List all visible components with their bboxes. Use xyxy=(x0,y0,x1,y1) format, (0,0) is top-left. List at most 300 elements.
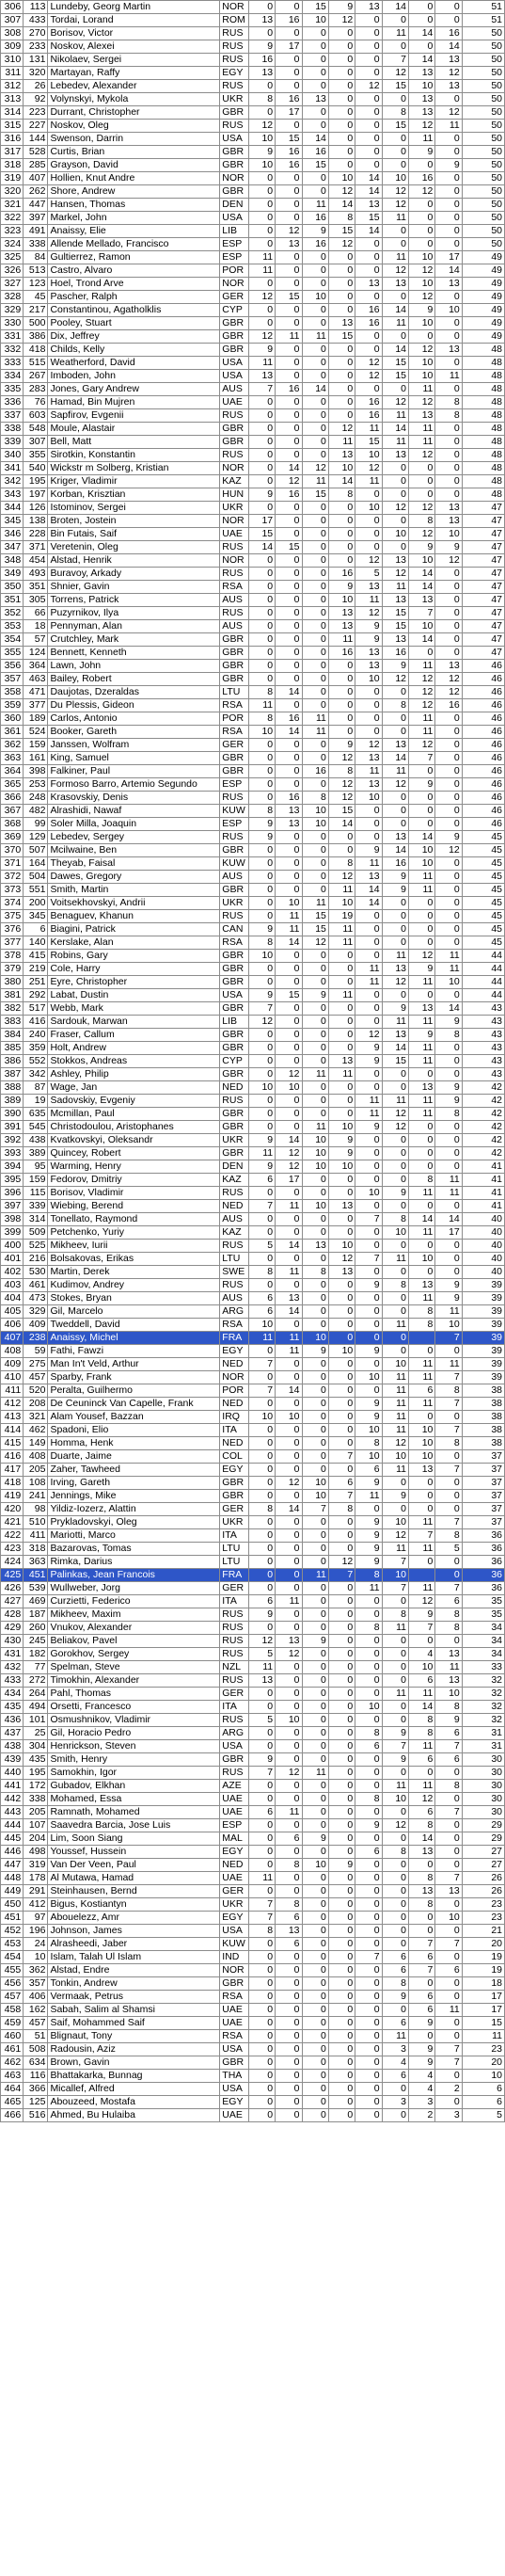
name-cell: Rimka, Darius xyxy=(48,1556,220,1569)
table-row[interactable] xyxy=(1,2030,505,2043)
table-row[interactable] xyxy=(1,383,505,396)
table-row[interactable] xyxy=(1,1424,505,1437)
round6-cell: 0 xyxy=(382,383,408,396)
table-row[interactable] xyxy=(1,1938,505,1951)
round1-cell: 0 xyxy=(248,673,275,686)
country-cell: KUW xyxy=(220,857,248,871)
id-cell: 195 xyxy=(24,1767,48,1780)
table-row[interactable] xyxy=(1,647,505,660)
table-row[interactable] xyxy=(1,304,505,317)
country-cell: RUS xyxy=(220,1674,248,1688)
table-row[interactable] xyxy=(1,1635,505,1648)
table-row[interactable] xyxy=(1,1029,505,1042)
table-row[interactable] xyxy=(1,989,505,1002)
table-row[interactable] xyxy=(1,1226,505,1240)
total-cell: 43 xyxy=(462,1055,504,1068)
round7-cell: 8 xyxy=(409,1319,435,1332)
round6-cell: 0 xyxy=(382,133,408,146)
table-row[interactable] xyxy=(1,1240,505,1253)
table-row[interactable] xyxy=(1,765,505,778)
round4-cell: 0 xyxy=(328,1226,355,1240)
rank-cell: 379 xyxy=(1,963,24,976)
table-row[interactable] xyxy=(1,1543,505,1556)
table-row[interactable] xyxy=(1,1912,505,1925)
table-row[interactable] xyxy=(1,1292,505,1305)
table-row[interactable] xyxy=(1,923,505,936)
round7-cell: 13 xyxy=(409,93,435,106)
table-row[interactable] xyxy=(1,1068,505,1081)
round2-cell: 0 xyxy=(276,278,302,291)
table-row[interactable] xyxy=(1,475,505,488)
table-row[interactable] xyxy=(1,1806,505,1819)
total-cell: 42 xyxy=(462,1121,504,1134)
table-row[interactable] xyxy=(1,581,505,594)
table-row[interactable] xyxy=(1,1595,505,1608)
round2-cell: 0 xyxy=(276,1674,302,1688)
table-row[interactable] xyxy=(1,370,505,383)
round8-cell: 12 xyxy=(435,686,462,699)
country-cell: RUS xyxy=(220,409,248,423)
round5-cell: 0 xyxy=(355,1226,382,1240)
round2-cell: 0 xyxy=(276,2030,302,2043)
table-row[interactable] xyxy=(1,1332,505,1345)
table-row[interactable] xyxy=(1,1147,505,1160)
id-cell: 482 xyxy=(24,805,48,818)
id-cell: 84 xyxy=(24,251,48,264)
table-row[interactable] xyxy=(1,1701,505,1714)
round8-cell: 0 xyxy=(435,910,462,923)
total-cell: 20 xyxy=(462,1938,504,1951)
round8-cell: 0 xyxy=(435,1819,462,1832)
table-row[interactable] xyxy=(1,1556,505,1569)
table-row[interactable] xyxy=(1,1266,505,1279)
table-row[interactable] xyxy=(1,357,505,370)
round8-cell: 10 xyxy=(435,528,462,541)
table-row[interactable] xyxy=(1,554,505,568)
table-row[interactable] xyxy=(1,1859,505,1872)
table-row[interactable] xyxy=(1,2096,505,2109)
round8-cell: 16 xyxy=(435,27,462,40)
round2-cell: 0 xyxy=(276,1529,302,1543)
table-row[interactable] xyxy=(1,1714,505,1727)
table-row[interactable] xyxy=(1,1279,505,1292)
round3-cell: 0 xyxy=(302,541,328,554)
round7-cell: 0 xyxy=(409,199,435,212)
table-row[interactable] xyxy=(1,225,505,238)
round7-cell: 0 xyxy=(409,765,435,778)
table-row[interactable] xyxy=(1,396,505,409)
table-row[interactable] xyxy=(1,792,505,805)
table-row[interactable] xyxy=(1,699,505,712)
table-row[interactable] xyxy=(1,1819,505,1832)
id-cell: 406 xyxy=(24,1991,48,2004)
total-cell: 23 xyxy=(462,1912,504,1925)
table-row[interactable] xyxy=(1,1002,505,1016)
round5-cell: 0 xyxy=(355,1305,382,1319)
rank-cell: 336 xyxy=(1,396,24,409)
table-row[interactable] xyxy=(1,1358,505,1371)
table-row[interactable] xyxy=(1,1885,505,1898)
table-row[interactable] xyxy=(1,884,505,897)
table-row[interactable] xyxy=(1,963,505,976)
round2-cell: 16 xyxy=(276,488,302,502)
table-row[interactable] xyxy=(1,871,505,884)
round3-cell: 0 xyxy=(302,554,328,568)
round2-cell: 13 xyxy=(276,1925,302,1938)
table-row[interactable] xyxy=(1,1016,505,1029)
table-row[interactable] xyxy=(1,1898,505,1912)
table-row[interactable] xyxy=(1,238,505,251)
table-row[interactable] xyxy=(1,291,505,304)
table-row[interactable] xyxy=(1,1305,505,1319)
id-cell: 98 xyxy=(24,1503,48,1516)
table-row[interactable] xyxy=(1,409,505,423)
round2-cell: 0 xyxy=(276,2083,302,2096)
table-row[interactable] xyxy=(1,1081,505,1095)
id-cell: 292 xyxy=(24,989,48,1002)
table-row[interactable] xyxy=(1,778,505,792)
country-cell: GBR xyxy=(220,159,248,172)
round3-cell: 11 xyxy=(302,330,328,344)
table-row[interactable] xyxy=(1,1991,505,2004)
table-row[interactable] xyxy=(1,844,505,857)
table-row[interactable] xyxy=(1,1160,505,1174)
round1-cell: 0 xyxy=(248,1042,275,1055)
table-row[interactable] xyxy=(1,251,505,264)
table-row[interactable] xyxy=(1,1622,505,1635)
table-row[interactable] xyxy=(1,1516,505,1529)
table-row[interactable] xyxy=(1,1055,505,1068)
round7-cell: 13 xyxy=(409,1002,435,1016)
round6-cell: 7 xyxy=(382,54,408,67)
name-cell: Benaguev, Khanun xyxy=(48,910,220,923)
table-row[interactable] xyxy=(1,1648,505,1661)
name-cell: Beliakov, Pavel xyxy=(48,1635,220,1648)
table-row[interactable] xyxy=(1,633,505,647)
table-row[interactable] xyxy=(1,620,505,633)
table-row[interactable] xyxy=(1,857,505,871)
table-row[interactable] xyxy=(1,1582,505,1595)
table-row[interactable] xyxy=(1,1095,505,1108)
table-row[interactable] xyxy=(1,1569,505,1582)
round3-cell: 16 xyxy=(302,765,328,778)
table-row[interactable] xyxy=(1,607,505,620)
table-row[interactable] xyxy=(1,910,505,923)
table-row[interactable] xyxy=(1,199,505,212)
table-row[interactable] xyxy=(1,568,505,581)
table-row[interactable] xyxy=(1,264,505,278)
name-cell: Yildiz-Iozerz, Alattin xyxy=(48,1503,220,1516)
rank-cell: 390 xyxy=(1,1108,24,1121)
table-row[interactable] xyxy=(1,2109,505,2122)
round2-cell: 0 xyxy=(276,1977,302,1991)
table-row[interactable] xyxy=(1,1872,505,1885)
rank-cell: 422 xyxy=(1,1529,24,1543)
table-row[interactable] xyxy=(1,1780,505,1793)
round1-cell: 0 xyxy=(248,1582,275,1595)
table-row[interactable] xyxy=(1,330,505,344)
table-row[interactable] xyxy=(1,67,505,80)
round6-cell: 12 xyxy=(382,396,408,409)
round8-cell: 0 xyxy=(435,330,462,344)
table-row[interactable] xyxy=(1,2056,505,2070)
table-row[interactable] xyxy=(1,172,505,185)
round2-cell: 0 xyxy=(276,633,302,647)
table-row[interactable] xyxy=(1,317,505,330)
table-row[interactable] xyxy=(1,950,505,963)
round7-cell: 0 xyxy=(409,14,435,27)
table-row[interactable] xyxy=(1,1187,505,1200)
id-cell: 319 xyxy=(24,1859,48,1872)
table-row[interactable] xyxy=(1,726,505,739)
table-row[interactable] xyxy=(1,818,505,831)
table-row[interactable] xyxy=(1,146,505,159)
table-row[interactable] xyxy=(1,1450,505,1464)
table-row[interactable] xyxy=(1,686,505,699)
table-row[interactable] xyxy=(1,1832,505,1846)
table-row[interactable] xyxy=(1,54,505,67)
round8-cell: 13 xyxy=(435,1885,462,1898)
table-row[interactable] xyxy=(1,1398,505,1411)
table-row[interactable] xyxy=(1,185,505,199)
table-row[interactable] xyxy=(1,528,505,541)
table-row[interactable] xyxy=(1,423,505,436)
country-cell: RSA xyxy=(220,726,248,739)
id-cell: 304 xyxy=(24,1740,48,1753)
table-row[interactable] xyxy=(1,1661,505,1674)
round5-cell: 11 xyxy=(355,976,382,989)
table-row[interactable] xyxy=(1,752,505,765)
round7-cell: 12 xyxy=(409,673,435,686)
id-cell: 217 xyxy=(24,304,48,317)
table-row[interactable] xyxy=(1,976,505,989)
rank-cell: 396 xyxy=(1,1187,24,1200)
round1-cell: 5 xyxy=(248,1714,275,1727)
round1-cell: 0 xyxy=(248,409,275,423)
name-cell: Moule, Alastair xyxy=(48,423,220,436)
table-row[interactable] xyxy=(1,1793,505,1806)
table-row[interactable] xyxy=(1,449,505,462)
round1-cell: 0 xyxy=(248,106,275,120)
table-row[interactable] xyxy=(1,1503,505,1516)
country-cell: GBR xyxy=(220,185,248,199)
table-row[interactable] xyxy=(1,27,505,40)
round5-cell: 0 xyxy=(355,1635,382,1648)
rank-cell: 448 xyxy=(1,1872,24,1885)
round6-cell: 0 xyxy=(382,1925,408,1938)
round8-cell: 8 xyxy=(435,1529,462,1543)
table-row[interactable] xyxy=(1,1134,505,1147)
rank-cell: 347 xyxy=(1,541,24,554)
round3-cell: 0 xyxy=(302,1608,328,1622)
table-row[interactable] xyxy=(1,278,505,291)
table-row[interactable] xyxy=(1,831,505,844)
table-row[interactable] xyxy=(1,1253,505,1266)
table-row[interactable] xyxy=(1,212,505,225)
table-row[interactable] xyxy=(1,1846,505,1859)
table-row[interactable] xyxy=(1,712,505,726)
rank-cell: 418 xyxy=(1,1477,24,1490)
country-cell: KAZ xyxy=(220,1174,248,1187)
table-row[interactable] xyxy=(1,1371,505,1384)
round8-cell: 14 xyxy=(435,264,462,278)
table-row[interactable] xyxy=(1,80,505,93)
table-row[interactable] xyxy=(1,462,505,475)
table-row[interactable] xyxy=(1,739,505,752)
table-row[interactable] xyxy=(1,1740,505,1753)
rank-cell: 397 xyxy=(1,1200,24,1213)
table-row[interactable] xyxy=(1,1464,505,1477)
table-row[interactable] xyxy=(1,1608,505,1622)
total-cell: 21 xyxy=(462,1925,504,1938)
table-row[interactable] xyxy=(1,1688,505,1701)
round7-cell: 0 xyxy=(409,818,435,831)
table-row[interactable] xyxy=(1,541,505,554)
round2-cell: 0 xyxy=(276,1213,302,1226)
table-row[interactable] xyxy=(1,1925,505,1938)
id-cell: 339 xyxy=(24,1200,48,1213)
total-cell: 50 xyxy=(462,40,504,54)
table-row[interactable] xyxy=(1,897,505,910)
table-row[interactable] xyxy=(1,1200,505,1213)
table-row[interactable] xyxy=(1,2083,505,2096)
table-row[interactable] xyxy=(1,2017,505,2030)
round8-cell: 8 xyxy=(435,1701,462,1714)
round2-cell: 0 xyxy=(276,647,302,660)
table-row[interactable] xyxy=(1,1,505,14)
rank-cell: 393 xyxy=(1,1147,24,1160)
rank-cell: 385 xyxy=(1,1042,24,1055)
table-row[interactable] xyxy=(1,660,505,673)
table-row[interactable] xyxy=(1,1951,505,1964)
round2-cell: 0 xyxy=(276,2017,302,2030)
rank-cell: 411 xyxy=(1,1384,24,1398)
round4-cell: 12 xyxy=(328,871,355,884)
country-cell: USA xyxy=(220,1740,248,1753)
round8-cell: 7 xyxy=(435,2043,462,2056)
round1-cell: 10 xyxy=(248,1411,275,1424)
table-row[interactable] xyxy=(1,1384,505,1398)
table-row[interactable] xyxy=(1,1977,505,1991)
table-row[interactable] xyxy=(1,2004,505,2017)
round5-cell: 0 xyxy=(355,2083,382,2096)
round1-cell: 8 xyxy=(248,805,275,818)
round6-cell: 0 xyxy=(382,1912,408,1925)
table-row[interactable] xyxy=(1,936,505,950)
country-cell: GBR xyxy=(220,344,248,357)
table-row[interactable] xyxy=(1,106,505,120)
round8-cell: 7 xyxy=(435,1398,462,1411)
id-cell: 241 xyxy=(24,1490,48,1503)
table-row[interactable] xyxy=(1,436,505,449)
empty-cell xyxy=(409,1569,435,1582)
table-row[interactable] xyxy=(1,133,505,146)
table-row[interactable] xyxy=(1,1964,505,1977)
table-row[interactable] xyxy=(1,1213,505,1226)
table-row[interactable] xyxy=(1,1727,505,1740)
round6-cell: 8 xyxy=(382,1977,408,1991)
table-row[interactable] xyxy=(1,805,505,818)
table-row[interactable] xyxy=(1,344,505,357)
table-row[interactable] xyxy=(1,1174,505,1187)
table-row[interactable] xyxy=(1,14,505,27)
table-row[interactable] xyxy=(1,2043,505,2056)
round3-cell: 0 xyxy=(302,581,328,594)
country-cell: UAE xyxy=(220,1793,248,1806)
total-cell: 29 xyxy=(462,1832,504,1846)
table-row[interactable] xyxy=(1,1121,505,1134)
country-cell: AZE xyxy=(220,1780,248,1793)
round7-cell: 6 xyxy=(409,1674,435,1688)
table-row[interactable] xyxy=(1,1674,505,1688)
table-row[interactable] xyxy=(1,594,505,607)
round2-cell: 0 xyxy=(276,172,302,185)
table-row[interactable] xyxy=(1,120,505,133)
table-row[interactable] xyxy=(1,1437,505,1450)
country-cell: LTU xyxy=(220,1556,248,1569)
name-cell: Van Der Veen, Paul xyxy=(48,1859,220,1872)
round4-cell: 12 xyxy=(328,185,355,199)
round8-cell: 0 xyxy=(435,212,462,225)
round3-cell: 16 xyxy=(302,238,328,251)
round1-cell: 0 xyxy=(248,1938,275,1951)
table-row[interactable] xyxy=(1,515,505,528)
table-row[interactable] xyxy=(1,1345,505,1358)
table-row[interactable] xyxy=(1,1477,505,1490)
round6-cell: 0 xyxy=(382,1266,408,1279)
round5-cell: 11 xyxy=(355,1095,382,1108)
round6-cell: 13 xyxy=(382,831,408,844)
round7-cell: 0 xyxy=(409,238,435,251)
id-cell: 635 xyxy=(24,1108,48,1121)
table-row[interactable] xyxy=(1,159,505,172)
round3-cell: 0 xyxy=(302,844,328,857)
round2-cell: 0 xyxy=(276,370,302,383)
table-row[interactable] xyxy=(1,1753,505,1767)
table-row[interactable] xyxy=(1,1319,505,1332)
round4-cell: 0 xyxy=(328,831,355,844)
round3-cell: 0 xyxy=(302,304,328,317)
table-row[interactable] xyxy=(1,2070,505,2083)
table-row[interactable] xyxy=(1,673,505,686)
table-row[interactable] xyxy=(1,93,505,106)
total-cell: 40 xyxy=(462,1253,504,1266)
name-cell: Fedorov, Dmitriy xyxy=(48,1174,220,1187)
round7-cell: 14 xyxy=(409,568,435,581)
round3-cell: 0 xyxy=(302,1780,328,1793)
round6-cell: 0 xyxy=(382,1898,408,1912)
table-row[interactable] xyxy=(1,1042,505,1055)
table-row[interactable] xyxy=(1,1490,505,1503)
round1-cell: 0 xyxy=(248,80,275,93)
table-row[interactable] xyxy=(1,1529,505,1543)
round6-cell: 11 xyxy=(382,1688,408,1701)
table-row[interactable] xyxy=(1,488,505,502)
total-cell: 49 xyxy=(462,304,504,317)
table-row[interactable] xyxy=(1,1767,505,1780)
country-cell: GBR xyxy=(220,436,248,449)
round3-cell: 0 xyxy=(302,172,328,185)
table-row[interactable] xyxy=(1,40,505,54)
round5-cell: 0 xyxy=(355,67,382,80)
round5-cell: 9 xyxy=(355,1411,382,1424)
table-row[interactable] xyxy=(1,502,505,515)
table-row[interactable] xyxy=(1,1108,505,1121)
round5-cell: 13 xyxy=(355,871,382,884)
rank-cell: 343 xyxy=(1,488,24,502)
round2-cell: 17 xyxy=(276,106,302,120)
table-row[interactable] xyxy=(1,1411,505,1424)
